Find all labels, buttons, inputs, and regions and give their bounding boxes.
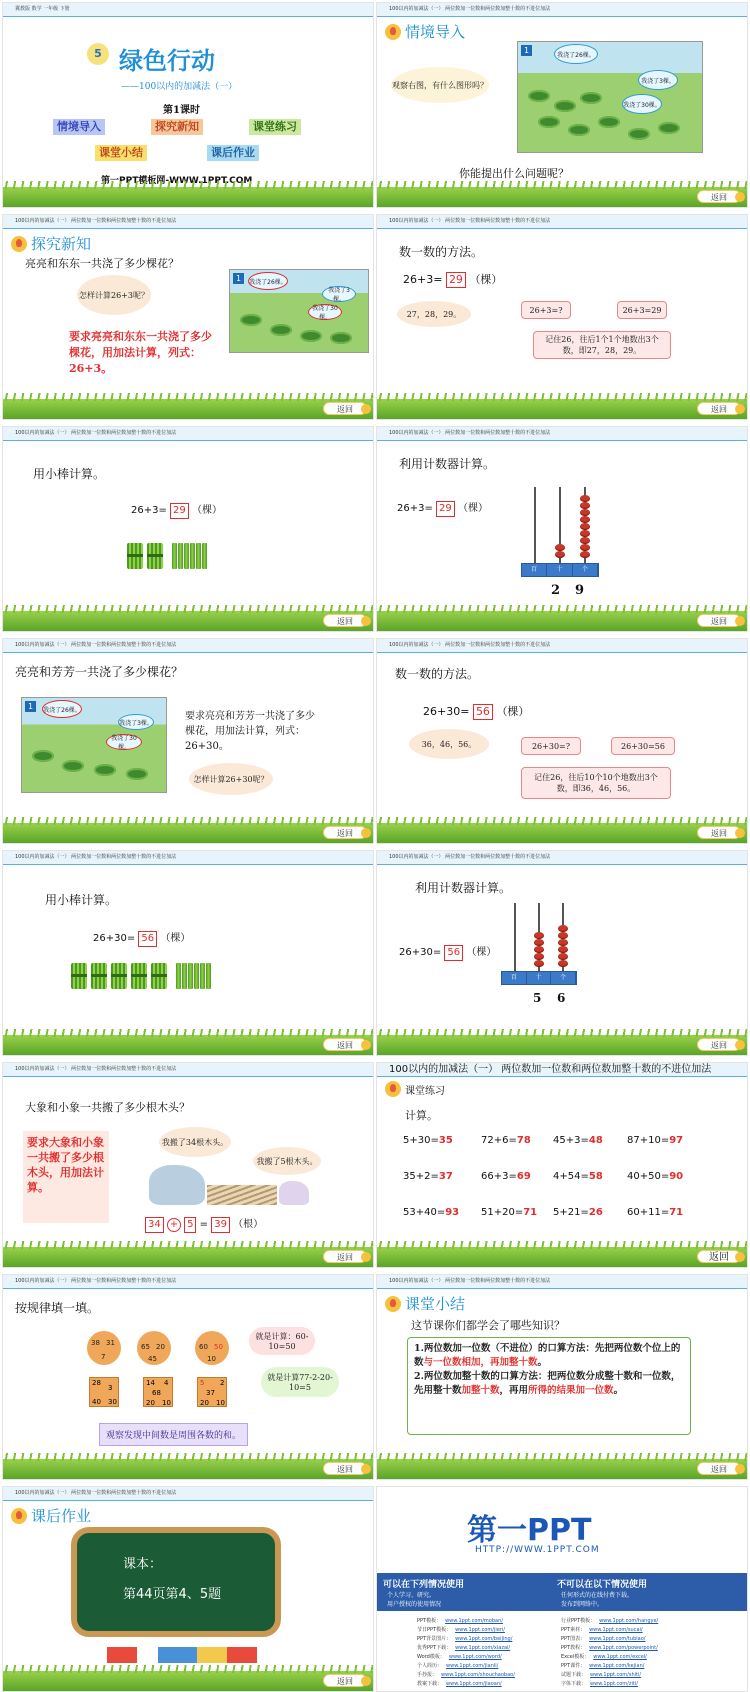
homework-label: 课本： xyxy=(123,1557,163,1572)
grass-decoration xyxy=(377,1035,747,1055)
exercise: 35+2=37 xyxy=(403,1171,453,1182)
equation: 26+3= 29 （棵） xyxy=(131,501,222,519)
grass-decoration xyxy=(377,1247,747,1267)
grass-decoration xyxy=(3,399,373,419)
grass-decoration xyxy=(3,1459,373,1479)
garden-picture: 1 我浇了26棵。 我浇了3棵。 我浇了30棵。 xyxy=(21,697,167,793)
link-row[interactable]: 试题下载： www.1ppt.com/shiti/ xyxy=(561,1672,642,1678)
answer-text: 要求亮亮和东东一共浇了多少棵花，用加法计算，列式：26+3。 xyxy=(69,330,212,375)
section-title: 探究新知 xyxy=(11,233,91,254)
speech-bubble-3: 我浇了30棵。 xyxy=(106,734,142,750)
heading: 按规律填一填。 xyxy=(15,1301,100,1315)
body-text: 要求亮亮和芳芳一共浇了多少棵花，用加法计算，列式：26+30。 xyxy=(185,711,315,752)
thought-cloud: 27，28，29。 xyxy=(397,301,471,327)
back-button[interactable]: 返回 xyxy=(697,1462,741,1475)
label-box-1: 26+30=? xyxy=(521,737,581,755)
link-row[interactable]: 字体下载： www.1ppt.com/ziti/ xyxy=(561,1681,638,1687)
back-button[interactable]: 返回 xyxy=(323,1674,367,1687)
elephant-picture xyxy=(149,1165,205,1205)
slide-4[interactable] xyxy=(376,214,748,420)
equation: 26+30= 56 （棵） xyxy=(423,705,530,718)
speech-bubble-2: 我浇了3棵。 xyxy=(118,714,154,730)
header-text: 100以内的加减法（一） 两位数加一位数和两位数加整十数的不进位加法 xyxy=(377,1063,747,1077)
answer-box: 56 xyxy=(473,704,493,720)
back-button[interactable]: 返回 xyxy=(697,614,741,627)
grass-decoration xyxy=(3,187,373,207)
tip-bubble-1: 就是计算：60-10=50 xyxy=(249,1327,315,1355)
tip-bubble-2: 就是计算77-2-20-10=5 xyxy=(261,1367,339,1397)
answer-box: 56 xyxy=(138,931,157,947)
slide-7[interactable] xyxy=(2,638,374,844)
thought-cloud: 观察右图，有什么图形吗？ xyxy=(391,67,489,103)
heading: 用小棒计算。 xyxy=(33,467,106,481)
elephant-speech: 我搬了34根木头。 xyxy=(159,1127,231,1157)
section-title: 情境导入 xyxy=(385,21,465,42)
digit-ones: 9 xyxy=(575,583,585,598)
pattern-square-2: 14 4 68 20 10 xyxy=(143,1377,173,1407)
note-box: 记住26，往后10个10个地数出3个数，即36，46，56。 xyxy=(521,767,671,799)
slide-11[interactable] xyxy=(2,1062,374,1268)
section-title: 课后作业 xyxy=(11,1505,91,1526)
header-text: 100以内的加减法（一） 两位数加一位数和两位数加整十数的不进位加法 xyxy=(377,639,747,653)
link-row[interactable]: PPT素材： www.1ppt.com/sucai/ xyxy=(561,1627,643,1633)
label-box-1: 26+3=? xyxy=(521,301,571,319)
garden-picture: 1 我浇了26棵。 我浇了3棵。 我浇了30棵。 xyxy=(229,269,369,353)
exercise: 66+3=69 xyxy=(481,1171,531,1182)
section-icon xyxy=(11,236,27,252)
heading: 用小棒计算。 xyxy=(45,893,118,907)
speech-bubble-3: 我浇了30棵。 xyxy=(622,94,662,114)
blackboard xyxy=(71,1527,281,1637)
slide-9[interactable] xyxy=(2,850,374,1056)
slide-2[interactable] xyxy=(376,2,748,208)
header-text: 100以内的加减法（一） 两位数加一位数和两位数加整十数的不进位加法 xyxy=(377,427,747,441)
back-button[interactable]: 返回 xyxy=(697,190,741,203)
exercise: 87+10=97 xyxy=(627,1135,684,1146)
answer-box: 56 xyxy=(444,945,463,961)
header-text: 100以内的加减法（一） 两位数加一位数和两位数加整十数的不进位加法 xyxy=(377,215,747,229)
nav-summary[interactable]: 课堂小结 xyxy=(95,145,147,161)
equation: 26+30= 56 （棵） xyxy=(399,943,496,961)
header-text: 100以内的加减法（一） 两位数加一位数和两位数加整十数的不进位加法 xyxy=(3,1063,373,1077)
links-panel xyxy=(377,1615,747,1691)
exercise: 5+30=35 xyxy=(403,1135,453,1146)
baby-elephant-speech: 我搬了5根木头。 xyxy=(253,1147,321,1175)
link-row[interactable]: 行业PPT模板： www.1ppt.com/hangye/ xyxy=(561,1618,659,1624)
baby-elephant-picture xyxy=(279,1181,309,1205)
sticks-picture xyxy=(127,543,208,573)
slide-6[interactable] xyxy=(376,426,748,632)
pattern-circle-1: 38 31 7 xyxy=(87,1331,121,1365)
slide-15[interactable] xyxy=(2,1486,374,1692)
link-row[interactable]: 教案下载： www.1ppt.com/jiaoan/ xyxy=(417,1681,502,1687)
nav-practice[interactable]: 课堂练习 xyxy=(249,119,301,135)
pattern-square-3: 5 2 37 20 10 xyxy=(197,1377,227,1407)
speech-bubble-2: 我浇了3棵。 xyxy=(322,286,356,302)
header-text: 100以内的加减法（一） 两位数加一位数和两位数加整十数的不进位加法 xyxy=(377,1275,747,1289)
grass-decoration xyxy=(3,1671,373,1691)
back-button[interactable]: 返回 xyxy=(323,826,367,839)
label-box-2: 26+30=56 xyxy=(611,737,675,755)
back-button[interactable]: 返回 xyxy=(697,402,741,415)
grass-decoration xyxy=(377,611,747,631)
section-icon xyxy=(385,24,401,40)
exercise: 51+20=71 xyxy=(481,1207,538,1218)
section-title: 课堂练习 xyxy=(385,1081,445,1097)
unit-badge: 5 xyxy=(87,43,109,65)
slide-3[interactable] xyxy=(2,214,374,420)
abacus: 百 十 个 xyxy=(521,487,599,577)
back-button[interactable]: 返回 xyxy=(323,1038,367,1051)
section-title: 课堂小结 xyxy=(385,1293,465,1314)
link-row[interactable]: 个人简历： www.1ppt.com/jianli/ xyxy=(417,1663,499,1669)
exercise: 5+21=26 xyxy=(553,1207,603,1218)
thought-cloud: 36，46，56。 xyxy=(409,729,489,759)
grass-decoration xyxy=(3,1035,373,1055)
back-button[interactable]: 返回 xyxy=(323,614,367,627)
speech-bubble-1: 我浇了26棵。 xyxy=(248,272,288,290)
link-row[interactable]: PPT背景图片： www.1ppt.com/beijing/ xyxy=(417,1636,513,1642)
header-text: 冀教版 数学 一年级 下册 xyxy=(3,3,373,17)
grass-decoration xyxy=(377,399,747,419)
answer-box: 29 xyxy=(446,272,466,288)
pattern-circle-2: 65 20 45 xyxy=(137,1331,171,1365)
equation: 26+3= 29 （棵） xyxy=(397,499,488,517)
header-text: 100以内的加减法（一） 两位数加一位数和两位数加整十数的不进位加法 xyxy=(3,427,373,441)
back-button[interactable]: 返回 xyxy=(323,402,367,415)
speech-bubble-3: 我浇了30棵。 xyxy=(308,304,342,320)
lesson-label: 第1课时 xyxy=(163,105,200,116)
digit-tens: 2 xyxy=(551,583,561,598)
question-text: 亮亮和东东一共浇了多少棵花？ xyxy=(25,257,179,270)
logo: 第一PPT xyxy=(467,1513,592,1548)
equation: 26+3= 29 （棵） xyxy=(403,273,503,286)
section-icon xyxy=(385,1081,401,1097)
page-title: 绿色行动 xyxy=(119,46,215,75)
exercise: 40+50=90 xyxy=(627,1171,684,1182)
summary-box: 1.两位数加一位数（不进位）的口算方法：先把两位数个位上的数与一位数相加，再加整十数。 2.两位数加整十数的口算方法：把两位数分成整十数和一位数，先用整十数加整十数，再用所得的结果加一位数。 xyxy=(407,1337,691,1435)
exercise: 4+54=58 xyxy=(553,1171,603,1182)
abacus: 百 十 个 xyxy=(501,903,577,985)
pattern-square-1: 28 3 40 30 xyxy=(89,1377,119,1407)
answer-box: 29 xyxy=(170,503,189,519)
grass-decoration xyxy=(3,611,373,631)
back-button[interactable]: 返回 xyxy=(323,1462,367,1475)
question-text: 你能提出什么问题呢？ xyxy=(459,167,569,180)
link-row[interactable]: PPT教程： www.1ppt.com/powerpoint/ xyxy=(561,1645,658,1651)
heading: 计算。 xyxy=(405,1109,438,1122)
slide-8[interactable] xyxy=(376,638,748,844)
section-icon xyxy=(385,1296,401,1312)
logo-url: HTTP://WWW.1PPT.COM xyxy=(475,1545,600,1555)
nav-explore[interactable]: 探究新知 xyxy=(151,119,203,135)
grass-decoration xyxy=(377,1459,747,1479)
slide-13[interactable] xyxy=(2,1274,374,1480)
equation: 26+30= 56 （棵） xyxy=(93,929,190,947)
grass-decoration xyxy=(377,187,747,207)
header-text: 100以内的加减法（一） 两位数加一位数和两位数加整十数的不进位加法 xyxy=(3,1275,373,1289)
question-text: 亮亮和芳芳一共浇了多少棵花？ xyxy=(15,665,184,679)
header-text: 100以内的加减法（一） 两位数加一位数和两位数加整十数的不进位加法 xyxy=(377,3,747,17)
link-row[interactable]: PPT图表： www.1ppt.com/tubiao/ xyxy=(561,1636,646,1642)
note-box: 记住26，往后1个1个地数出3个数，即27，28，29。 xyxy=(533,331,671,359)
header-text: 100以内的加减法（一） 两位数加一位数和两位数加整十数的不进位加法 xyxy=(377,851,747,865)
link-row[interactable]: 节日PPT模板： www.1ppt.com/jieri/ xyxy=(417,1627,505,1633)
question-text: 这节课你们都学会了哪些知识？ xyxy=(411,1319,565,1332)
slide-14[interactable] xyxy=(376,1274,748,1480)
back-button[interactable]: 返回 xyxy=(323,1250,367,1263)
link-row[interactable]: Excel模板： www.1ppt.com/excel/ xyxy=(561,1654,647,1660)
heading: 数一数的方法。 xyxy=(395,667,480,681)
equation: 34 + 5 = 39 （根） xyxy=(145,1215,263,1233)
grass-decoration xyxy=(377,823,747,843)
link-row[interactable]: Word模板： www.1ppt.com/word/ xyxy=(417,1654,502,1660)
label-box-2: 26+3=29 xyxy=(617,301,667,319)
back-button[interactable]: 返回 xyxy=(697,1038,741,1051)
digit-tens: 5 xyxy=(533,991,542,1005)
slide-5[interactable] xyxy=(2,426,374,632)
header-text: 100以内的加减法（一） 两位数加一位数和两位数加整十数的不进位加法 xyxy=(3,639,373,653)
header-text: 100以内的加减法（一） 两位数加一位数和两位数加整十数的不进位加法 xyxy=(3,851,373,865)
link-row[interactable]: PPT课件： www.1ppt.com/kejian/ xyxy=(561,1663,645,1669)
heading: 利用计数器计算。 xyxy=(415,881,512,895)
conclusion-text: 观察发现中间数是周围各数的和。 xyxy=(99,1423,248,1446)
subtitle: ——100以内的加减法（一） xyxy=(121,82,238,92)
exercise: 53+40=93 xyxy=(403,1207,460,1218)
answer-box: 29 xyxy=(436,501,455,517)
question-text: 大象和小象一共搬了多少根木头？ xyxy=(25,1101,190,1114)
heading: 利用计数器计算。 xyxy=(399,457,496,471)
pattern-circle-3: 60 50 10 xyxy=(195,1331,229,1365)
desk-items-icon xyxy=(107,1647,257,1663)
slide-12[interactable] xyxy=(376,1062,748,1268)
homework-task: 第44页第4、5题 xyxy=(123,1587,222,1602)
link-row[interactable]: 优秀PPT下载： www.1ppt.com/xiazai/ xyxy=(417,1645,511,1651)
slide-10[interactable] xyxy=(376,850,748,1056)
grass-decoration xyxy=(3,823,373,843)
exercise: 45+3=48 xyxy=(553,1135,603,1146)
speech-bubble-2: 我浇了3棵。 xyxy=(638,70,678,90)
header-text: 100以内的加减法（一） 两位数加一位数和两位数加整十数的不进位加法 xyxy=(3,215,373,229)
thought-cloud: 怎样计算26+3呢？ xyxy=(77,275,151,315)
nav-intro[interactable]: 情境导入 xyxy=(53,119,105,135)
speech-bubble-1: 我浇了26棵。 xyxy=(42,700,82,718)
back-button[interactable]: 返回 xyxy=(697,826,741,839)
exercise: 72+6=78 xyxy=(481,1135,531,1146)
slide-1[interactable] xyxy=(2,2,374,208)
logs-picture xyxy=(207,1185,277,1205)
nav-homework[interactable]: 课后作业 xyxy=(207,145,259,161)
heading: 数一数的方法。 xyxy=(399,245,484,259)
garden-picture: 1 我浇了26棵。 我浇了3棵。 我浇了30棵。 xyxy=(517,41,703,153)
license-panel: 可以在下列情况使用 个人学习、研究。 用户授权的使用情况 不可以在以下情况使用 任何形式的在线付费下载。 发布到网络中。 xyxy=(377,1573,747,1611)
sticks-picture xyxy=(71,963,212,993)
back-button[interactable]: 返回 xyxy=(697,1250,741,1263)
header-text: 100以内的加减法（一） 两位数加一位数和两位数加整十数的不进位加法 xyxy=(3,1487,373,1501)
digit-ones: 6 xyxy=(557,991,566,1005)
speech-bubble-1: 我浇了26棵。 xyxy=(554,44,598,64)
slide-16[interactable] xyxy=(376,1486,748,1692)
exercise: 60+11=71 xyxy=(627,1207,684,1218)
answer-text: 要求大象和小象一共搬了多少根木头，用加法计算。 xyxy=(23,1131,109,1223)
thought-cloud: 怎样计算26+30呢？ xyxy=(189,763,273,795)
link-row[interactable]: 手抄报： www.1ppt.com/shouchaobao/ xyxy=(417,1672,515,1678)
link-row[interactable]: PPT模板： www.1ppt.com/moban/ xyxy=(417,1618,503,1624)
grass-decoration xyxy=(3,1247,373,1267)
section-icon xyxy=(11,1508,27,1524)
